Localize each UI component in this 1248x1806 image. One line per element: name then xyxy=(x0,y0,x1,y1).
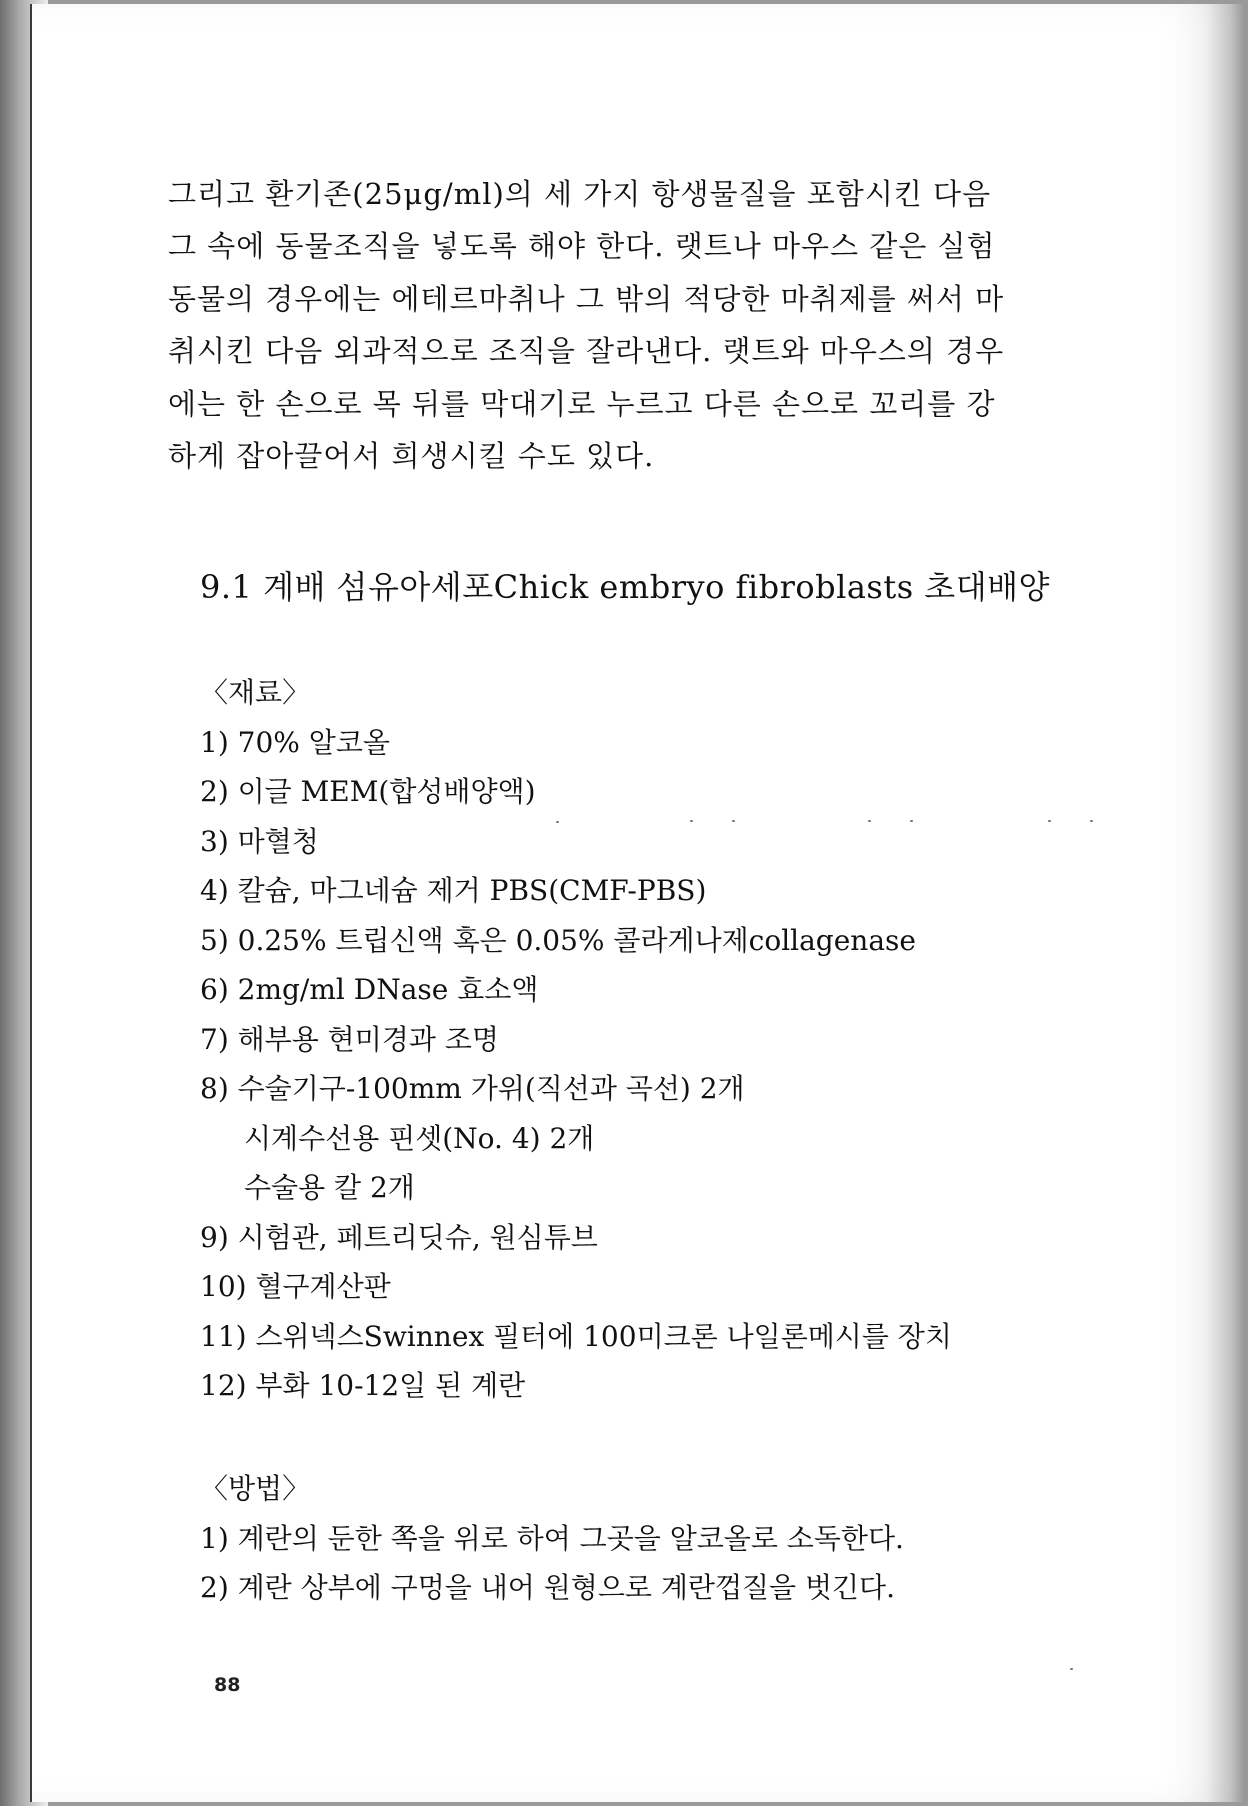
materials-item: 1) 70% 알코올 xyxy=(200,725,390,759)
methods-item: 2) 계란 상부에 구멍을 내어 원형으로 계란껍질을 벗긴다. xyxy=(200,1571,895,1604)
intro-line: 그 속에 동물조직을 넣도록 해야 한다. 랫트나 마우스 같은 실험 xyxy=(168,229,996,264)
page-gutter-shadow xyxy=(1206,4,1246,1802)
materials-heading: 〈재료〉 xyxy=(200,676,311,709)
scan-speck xyxy=(1090,820,1093,822)
methods-item: 1) 계란의 둔한 쪽을 위로 하여 그곳을 알코올로 소독한다. xyxy=(200,1521,904,1555)
materials-item: 2) 이글 MEM(합성배양액) xyxy=(200,775,536,808)
materials-item: 9) 시험관, 페트리딧슈, 원심튜브 xyxy=(200,1220,598,1254)
intro-line: 취시킨 다음 외과적으로 조직을 잘라낸다. 랫트와 마우스의 경우 xyxy=(168,334,1005,369)
scan-speck xyxy=(1070,1668,1073,1670)
scan-speck xyxy=(690,820,693,822)
materials-item: 4) 칼슘, 마그네슘 제거 PBS(CMF-PBS) xyxy=(200,874,707,907)
methods-list xyxy=(200,1464,904,1613)
materials-item: 10) 혈구계산판 xyxy=(200,1270,391,1303)
intro-line: 동물의 경우에는 에테르마취나 그 밖의 적당한 마취제를 써서 마 xyxy=(168,281,1005,316)
scan-speck xyxy=(910,820,913,822)
scan-speck xyxy=(732,820,735,822)
scan-speck xyxy=(1048,820,1051,822)
materials-item: 5) 0.25% 트립신액 혹은 0.05% 콜라게나제collagenase xyxy=(200,923,916,957)
materials-item: 3) 마혈청 xyxy=(200,824,319,858)
intro-line: 에는 한 손으로 목 뒤를 막대기로 누르고 다른 손으로 꼬리를 강 xyxy=(168,386,996,421)
materials-subitem: 수술용 칼 2개 xyxy=(244,1171,415,1204)
scan-speck xyxy=(556,821,559,823)
section-title: 9.1 계배 섬유아세포Chick embryo fibroblasts 초대배양 xyxy=(200,568,1050,606)
intro-paragraph xyxy=(168,168,1118,482)
intro-line: 그리고 환기존(25μg/ml)의 세 가지 항생물질을 포함시킨 다음 xyxy=(168,177,992,211)
methods-heading: 〈방법〉 xyxy=(200,1472,311,1505)
page-number: 88 xyxy=(214,1674,241,1696)
materials-item: 12) 부화 10-12일 된 계란 xyxy=(200,1369,526,1402)
materials-subitem: 시계수선용 핀셋(No. 4) 2개 xyxy=(244,1121,595,1155)
scan-speck xyxy=(868,820,871,822)
intro-line: 하게 잡아끌어서 희생시킬 수도 있다. xyxy=(168,439,655,474)
materials-item: 11) 스위넥스Swinnex 필터에 100미크론 나일론메시를 장치 xyxy=(200,1319,952,1353)
materials-item: 8) 수술기구-100mm 가위(직선과 곡선) 2개 xyxy=(200,1072,745,1105)
materials-item: 7) 해부용 현미경과 조명 xyxy=(200,1022,499,1056)
materials-item: 6) 2mg/ml DNase 효소액 xyxy=(200,973,539,1006)
materials-list xyxy=(200,668,952,1411)
